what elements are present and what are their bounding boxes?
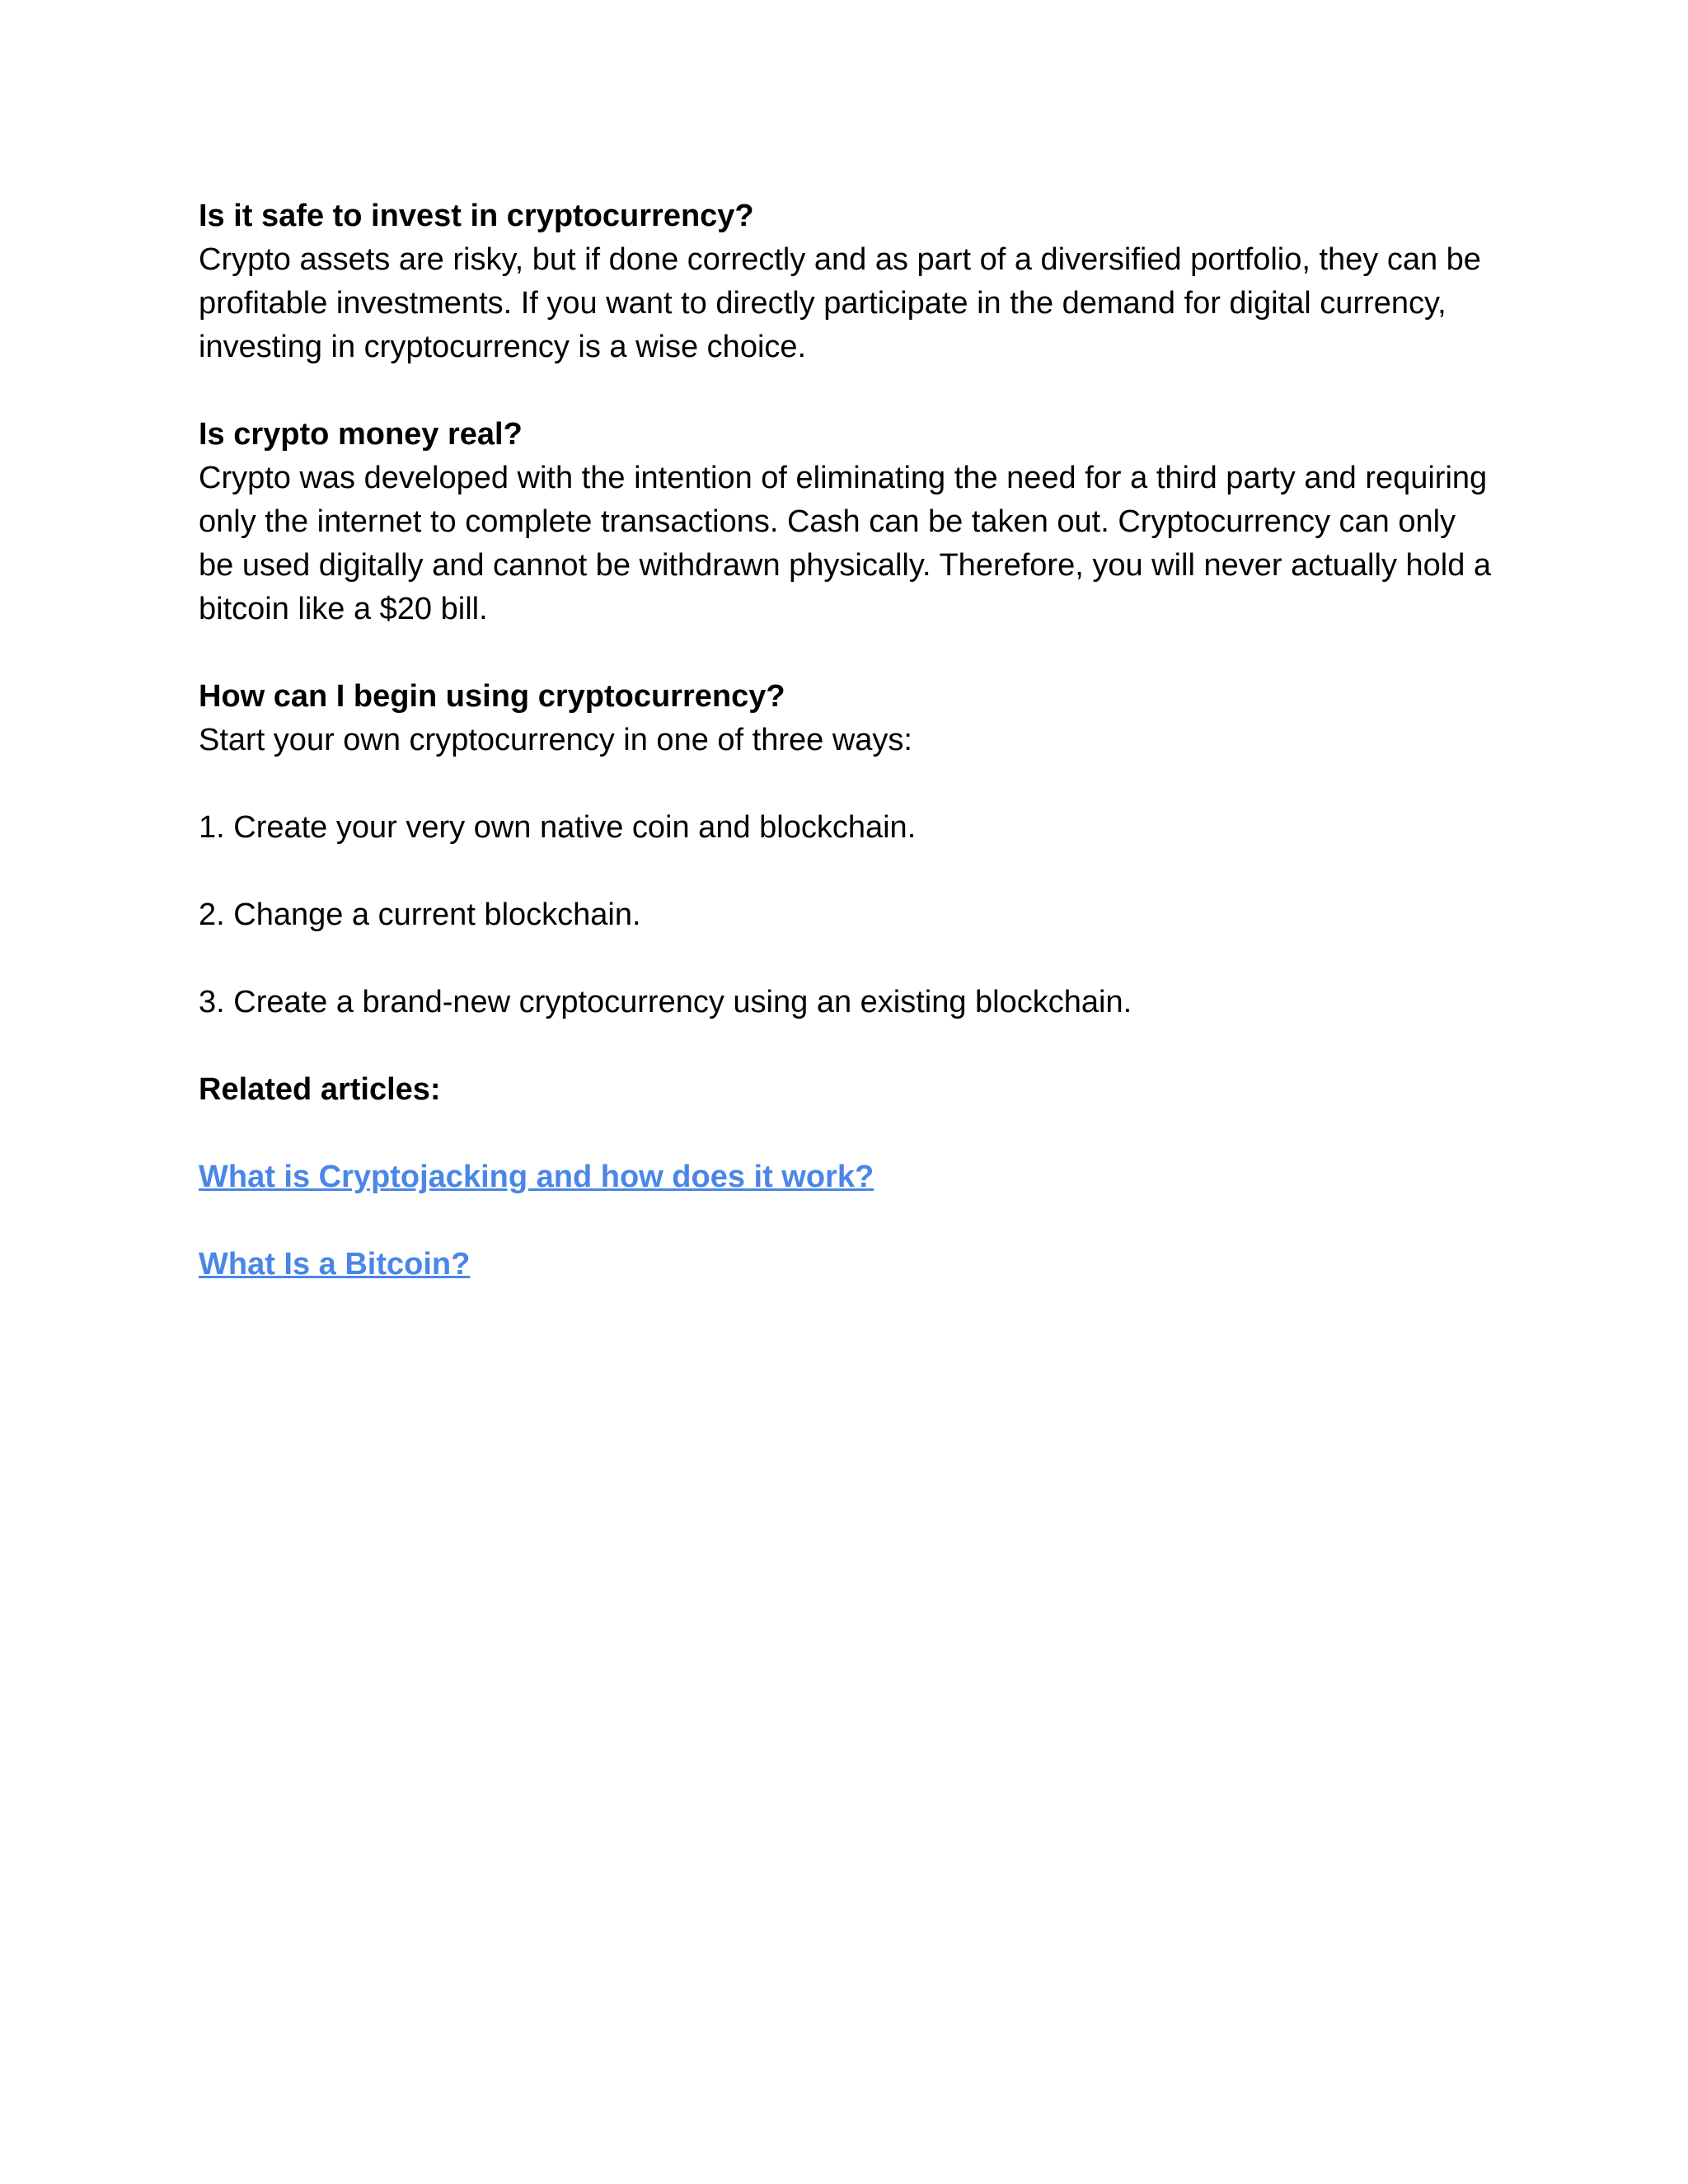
related-articles	[199, 1068, 1493, 1286]
section-heading: Is crypto money real?	[199, 417, 523, 452]
ways-list	[199, 806, 1493, 1024]
faq-section-begin	[199, 675, 1493, 762]
list-item: 3. Create a brand-new cryptocurrency using an existing blockchain.	[199, 985, 1132, 1019]
list-item: 1. Create your very own native coin and blockchain.	[199, 810, 917, 845]
document-content	[199, 194, 1493, 1330]
section-heading: How can I begin using cryptocurrency?	[199, 679, 785, 714]
section-body: Start your own cryptocurrency in one of three ways:	[199, 723, 912, 757]
list-item: 2. Change a current blockchain.	[199, 898, 641, 932]
section-body: Crypto assets are risky, but if done correctly and as part of a diversified portfolio, they can be profitable investments. If you want to directly participate in the demand for digital currency, investing in cryptocurrency is a wise choice.	[199, 242, 1481, 364]
faq-section-real	[199, 413, 1493, 631]
faq-section-safe	[199, 194, 1493, 369]
section-body: Crypto was developed with the intention of eliminating the need for a third party and requiring only the internet to complete transactions. Cash can be taken out. Cryptocurrency can only be used digitally and cannot be withdrawn physically. Therefore, you will never actually hold a bitcoin like a $20 bill.	[199, 461, 1492, 626]
related-link-bitcoin[interactable]: What Is a Bitcoin?	[199, 1247, 471, 1282]
related-articles-heading: Related articles:	[199, 1072, 441, 1107]
section-heading: Is it safe to invest in cryptocurrency?	[199, 199, 754, 233]
related-link-cryptojacking[interactable]: What is Cryptojacking and how does it work?	[199, 1160, 874, 1194]
